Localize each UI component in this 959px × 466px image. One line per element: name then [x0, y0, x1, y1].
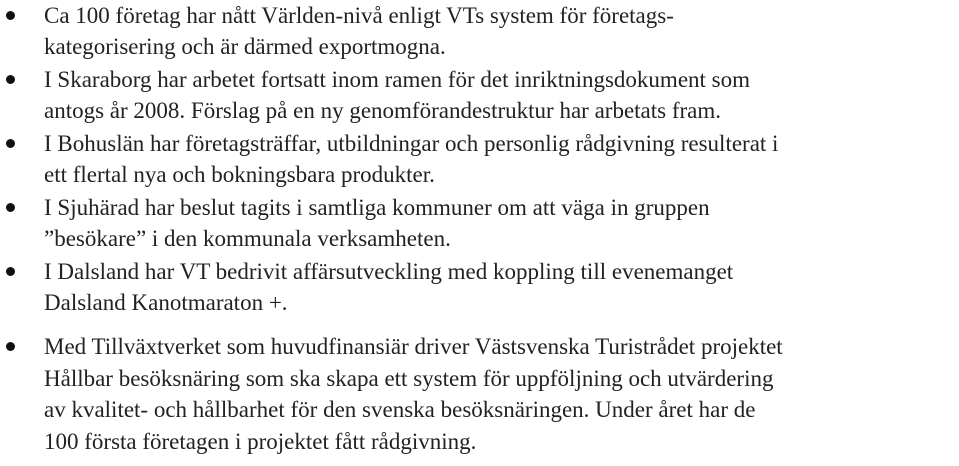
bullet-dot-icon: [6, 342, 15, 351]
list-item-text: [44, 128, 955, 191]
text-line: kategorisering och är därmed exportmogna.: [44, 34, 446, 60]
bullet-dot-icon: [6, 139, 15, 148]
bullet-dot-icon: [6, 267, 15, 276]
list-item: [0, 128, 959, 191]
text-line: Med Tillväxtverket som huvudfinansiär driver Västsvenska Turistrådet projektet: [44, 334, 783, 359]
bullet-dot-icon: [6, 75, 15, 84]
list-item-text: [44, 192, 955, 255]
text-line: I Dalsland har VT bedrivit affärsutveckling med koppling till evenemanget: [44, 259, 734, 284]
list-item: [0, 0, 959, 63]
bullet-dot-icon: [6, 11, 15, 20]
list-item: [0, 192, 959, 255]
bullet-dot-icon: [6, 203, 15, 212]
text-line: I Bohuslän har företagsträffar, utbildningar och personlig rådgivning resulterat i: [44, 131, 779, 156]
list-item-text: [44, 331, 955, 457]
text-line: I Skaraborg har arbetet fortsatt inom ramen för det inriktningsdokument som: [44, 67, 751, 92]
list-item-text: [44, 256, 955, 319]
text-line: av kvalitet- och hållbarhet för den svenska besöksnäringen. Under året har de: [44, 397, 756, 423]
text-line: 100 första företagen i projektet fått rådgivning.: [44, 428, 477, 454]
text-line: ”besökare” i den kommunala verksamheten.: [44, 226, 451, 252]
text-line: Ca 100 företag har nått Världen-nivå enligt VTs system för företags-: [44, 3, 674, 28]
text-line: ett flertal nya och bokningsbara produkter.: [44, 162, 435, 188]
list-item: [0, 256, 959, 319]
text-line: antogs år 2008. Förslag på en ny genomförandestruktur har arbetats fram.: [44, 98, 722, 124]
list-item-text: [44, 0, 955, 63]
text-line: I Sjuhärad har beslut tagits i samtliga kommuner om att väga in gruppen: [44, 195, 710, 220]
text-line: Hållbar besöksnäring som ska skapa ett system för uppföljning och utvärdering: [44, 365, 774, 391]
list-item: [0, 64, 959, 127]
list-item-text: [44, 64, 955, 127]
list-item: [0, 331, 959, 457]
text-line: Dalsland Kanotmaraton +.: [44, 290, 288, 316]
